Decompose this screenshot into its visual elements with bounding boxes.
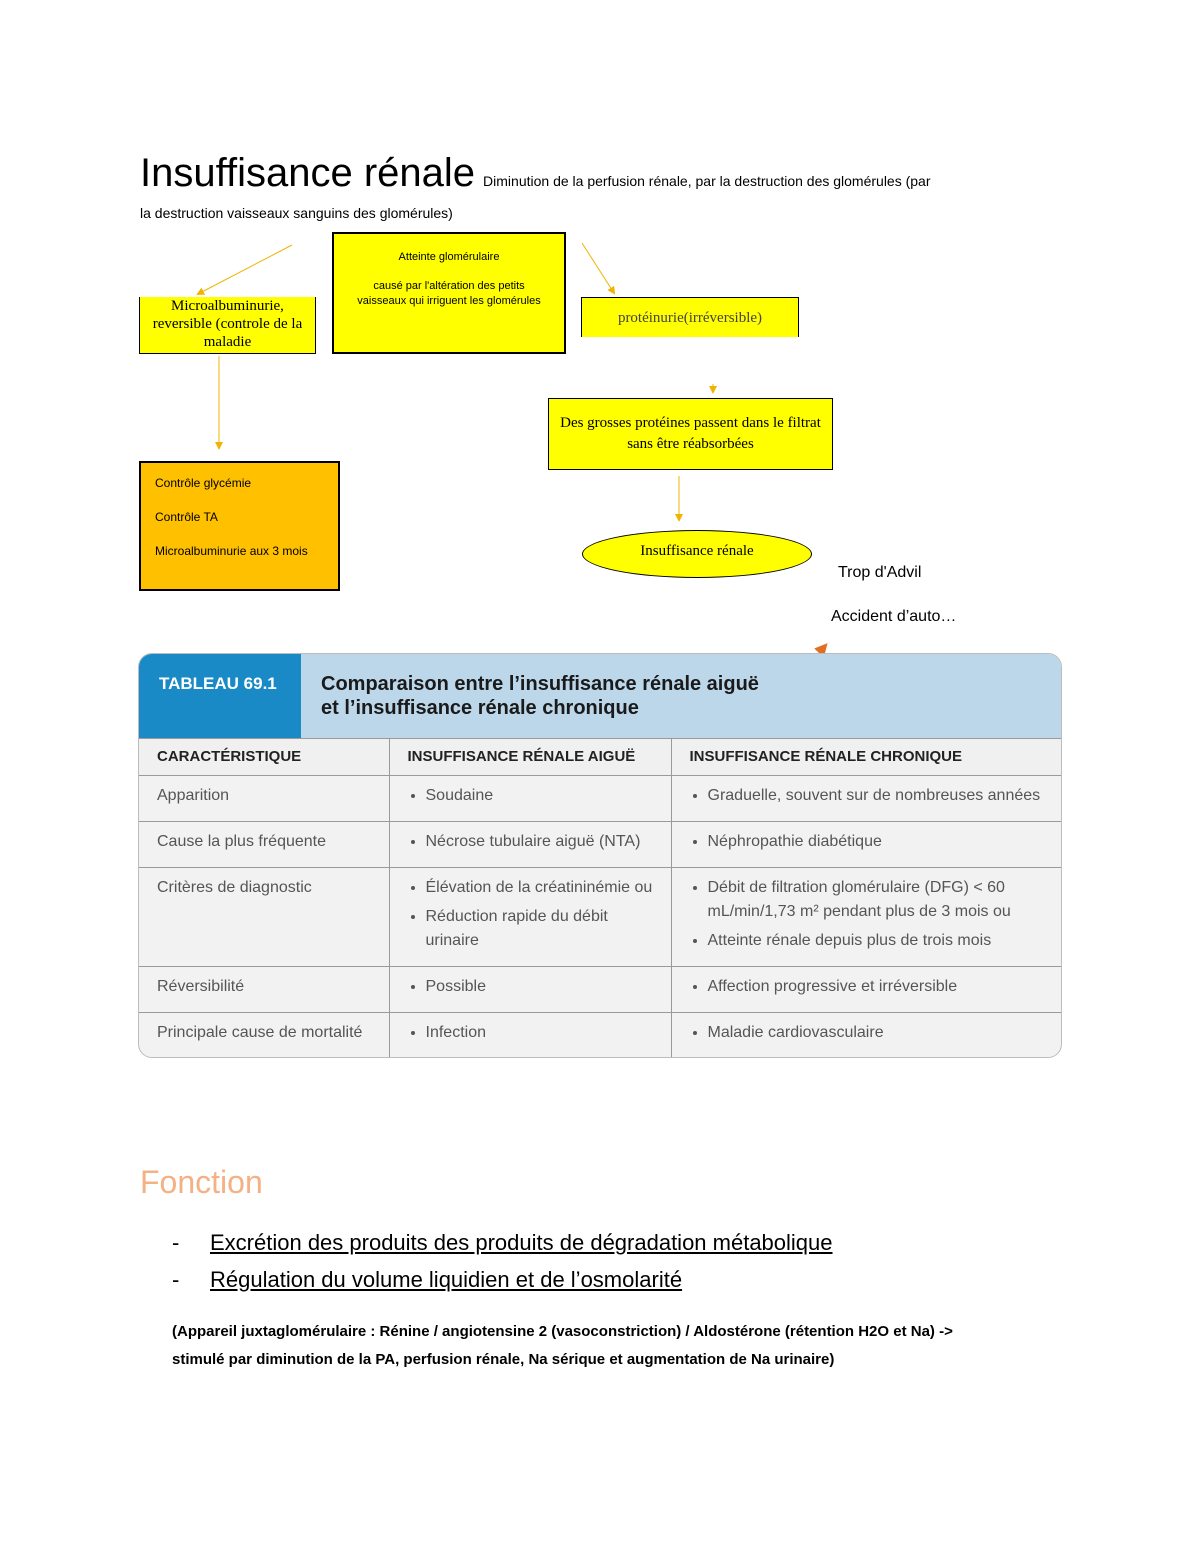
table-tag: TABLEAU 69.1 bbox=[139, 654, 301, 738]
paren-line1: (Appareil juxtaglomérulaire : Rénine / angiotensine 2 (vasoconstriction) / Aldostérone (rétention H2O et Na) -> bbox=[172, 1323, 953, 1340]
center-box bbox=[332, 232, 566, 354]
ellipse-text: Insuffisance rénale bbox=[640, 543, 754, 559]
table-row bbox=[139, 776, 1061, 822]
cell-item: • Nécrose tubulaire aiguë (NTA) bbox=[426, 830, 653, 854]
list-dash: - bbox=[172, 1230, 180, 1255]
arrow-to-proteinurie bbox=[582, 243, 614, 293]
table-header-band bbox=[139, 654, 1061, 738]
subtitle-line2: la destruction vaisseaux sanguins des glomérules) bbox=[140, 205, 453, 221]
subtitle-line1: Diminution de la perfusion rénale, par la destruction des glomérules (par bbox=[483, 173, 931, 189]
proteinurie-box bbox=[581, 297, 799, 337]
col-header: INSUFFISANCE RÉNALE CHRONIQUE bbox=[671, 739, 1061, 776]
title-text: Insuffisance rénale bbox=[140, 151, 476, 195]
controle-item-3: Microalbuminurie aux 3 mois bbox=[155, 544, 308, 558]
juxtaglomerular-note bbox=[172, 1318, 1072, 1374]
cell-item: • Réduction rapide du débit urinaire bbox=[426, 905, 653, 953]
list-item bbox=[172, 1230, 833, 1256]
insuffisance-ellipse bbox=[582, 530, 812, 578]
table-row bbox=[139, 868, 1061, 967]
cell-item: • Soudaine bbox=[426, 784, 653, 808]
list-dash: - bbox=[172, 1267, 180, 1292]
table-header-row bbox=[139, 739, 1061, 776]
cell-item: • Affection progressive et irréversible bbox=[708, 975, 1044, 999]
row-label: Réversibilité bbox=[139, 967, 389, 1013]
table-title-line2: et l’insuffisance rénale chronique bbox=[321, 697, 639, 719]
table-grid bbox=[139, 738, 1061, 1058]
cell-item: • Graduelle, souvent sur de nombreuses années bbox=[708, 784, 1044, 808]
row-label: Apparition bbox=[139, 776, 389, 822]
cell-item: • Élévation de la créatininémie ou bbox=[426, 876, 653, 900]
microalbuminurie-text: Microalbuminurie, reversible (controle de la maladie bbox=[152, 298, 303, 350]
paren-line2: stimulé par diminution de la PA, perfusion rénale, Na sérique et augmentation de Na urinaire) bbox=[172, 1351, 835, 1368]
list-item-text: Régulation du volume liquidien et de l’osmolarité bbox=[210, 1267, 683, 1292]
cell-item: • Infection bbox=[426, 1021, 653, 1045]
table-row bbox=[139, 822, 1061, 868]
center-box-line2: causé par l'altération des petits vaisseaux qui irriguent les glomérules bbox=[357, 280, 541, 307]
row-label: Principale cause de mortalité bbox=[139, 1013, 389, 1059]
center-box-line1: Atteinte glomérulaire bbox=[398, 251, 500, 263]
note-accident: Accident d’auto… bbox=[831, 608, 957, 625]
table-row bbox=[139, 1013, 1061, 1059]
col-header: INSUFFISANCE RÉNALE AIGUË bbox=[389, 739, 671, 776]
controle-item-1: Contrôle glycémie bbox=[155, 476, 252, 490]
fonction-heading: Fonction bbox=[140, 1164, 263, 1200]
cell-item: • Débit de filtration glomérulaire (DFG) < 60 mL/min/1,73 m² pendant plus de 3 mois ou bbox=[708, 876, 1044, 924]
proteines-text: Des grosses protéines passent dans le filtrat sans être réabsorbées bbox=[560, 415, 821, 452]
controle-item-2: Contrôle TA bbox=[155, 510, 218, 524]
row-label: Cause la plus fréquente bbox=[139, 822, 389, 868]
microalbuminurie-box bbox=[139, 297, 316, 354]
table-title bbox=[321, 672, 759, 720]
comparison-table bbox=[138, 653, 1062, 1058]
cell-item: • Maladie cardiovasculaire bbox=[708, 1021, 1044, 1045]
list-item-text: Excrétion des produits des produits de dégradation métabolique bbox=[210, 1230, 833, 1255]
cell-item: • Possible bbox=[426, 975, 653, 999]
proteines-box bbox=[548, 398, 833, 470]
cell-item: • Atteinte rénale depuis plus de trois mois bbox=[708, 929, 1044, 953]
table-title-line1: Comparaison entre l’insuffisance rénale aiguë bbox=[321, 673, 759, 695]
row-label: Critères de diagnostic bbox=[139, 868, 389, 967]
col-header: CARACTÉRISTIQUE bbox=[139, 739, 389, 776]
list-item bbox=[172, 1267, 682, 1293]
controle-box bbox=[139, 461, 340, 591]
arrow-to-microalbuminurie bbox=[198, 245, 292, 294]
table-row bbox=[139, 967, 1061, 1013]
proteinurie-text: protéinurie(irréversible) bbox=[617, 310, 763, 326]
cell-item: • Néphropathie diabétique bbox=[708, 830, 1044, 854]
note-advil: Trop d'Advil bbox=[838, 564, 922, 581]
